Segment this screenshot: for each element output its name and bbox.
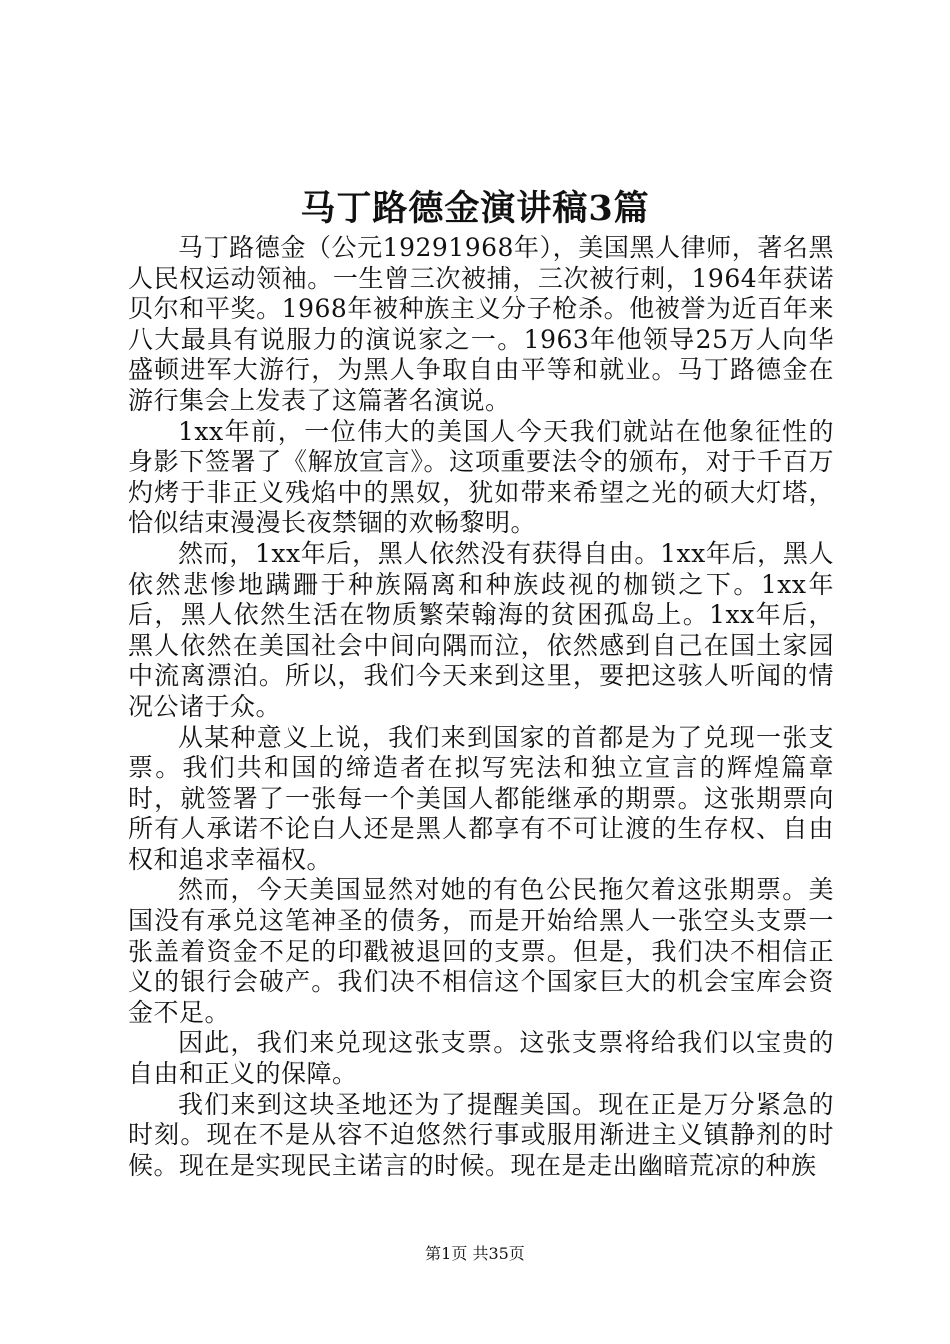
document-body xyxy=(128,233,834,1181)
paragraph: 然而，1xx年后，黑人依然没有获得自由。1xx年后，黑人依然悲惨地蹒跚于种族隔离和种族歧视的枷锁之下。1xx年后，黑人依然生活在物质繁荣翰海的贫困孤岛上。1xx年后，黑人依然在美国社会中间向隅而泣，依然感到自己在国土家园中流离漂泊。所以，我们今天来到这里，要把这骇人听闻的情况公诸于众。 xyxy=(128,538,834,721)
paragraph: 然而，今天美国显然对她的有色公民拖欠着这张期票。美国没有承兑这笔神圣的债务，而是开始给黑人一张空头支票一张盖着资金不足的印戳被退回的支票。但是，我们决不相信正义的银行会破产。我们决不相信这个国家巨大的机会宝库会资金不足。 xyxy=(128,875,834,1027)
paragraph: 因此，我们来兑现这张支票。这张支票将给我们以宝贵的自由和正义的保障。 xyxy=(128,1028,834,1089)
paragraph: 我们来到这块圣地还为了提醒美国。现在正是万分紧急的时刻。现在不是从容不迫悠然行事或服用渐进主义镇静剂的时候。现在是实现民主诺言的时候。现在是走出幽暗荒凉的种族 xyxy=(128,1089,834,1180)
paragraph: 1xx年前，一位伟大的美国人今天我们就站在他象征性的身影下签署了《解放宣言》。这项重要法令的颁布，对于千百万灼烤于非正义残焰中的黑奴，犹如带来希望之光的硕大灯塔，恰似结束漫漫长夜禁锢的欢畅黎明。 xyxy=(128,416,834,538)
paragraph: 马丁路德金（公元19291968年），美国黑人律师，著名黑人民权运动领袖。一生曾三次被捕，三次被行刺，1964年获诺贝尔和平奖。1968年被种族主义分子枪杀。他被誉为近百年来八大最具有说服力的演说家之一。1963年他领导25万人向华盛顿进军大游行，为黑人争取自由平等和就业。马丁路德金在游行集会上发表了这篇著名演说。 xyxy=(128,233,834,415)
paragraph: 从某种意义上说，我们来到国家的首都是为了兑现一张支票。我们共和国的缔造者在拟写宪法和独立宣言的辉煌篇章时，就签署了一张每一个美国人都能继承的期票。这张期票向所有人承诺不论白人还是黑人都享有不可让渡的生存权、自由权和追求幸福权。 xyxy=(128,722,834,874)
document-title: 马丁路德金演讲稿3篇 xyxy=(300,188,650,229)
page-number-footer: 第1页 共35页 xyxy=(425,1244,525,1263)
